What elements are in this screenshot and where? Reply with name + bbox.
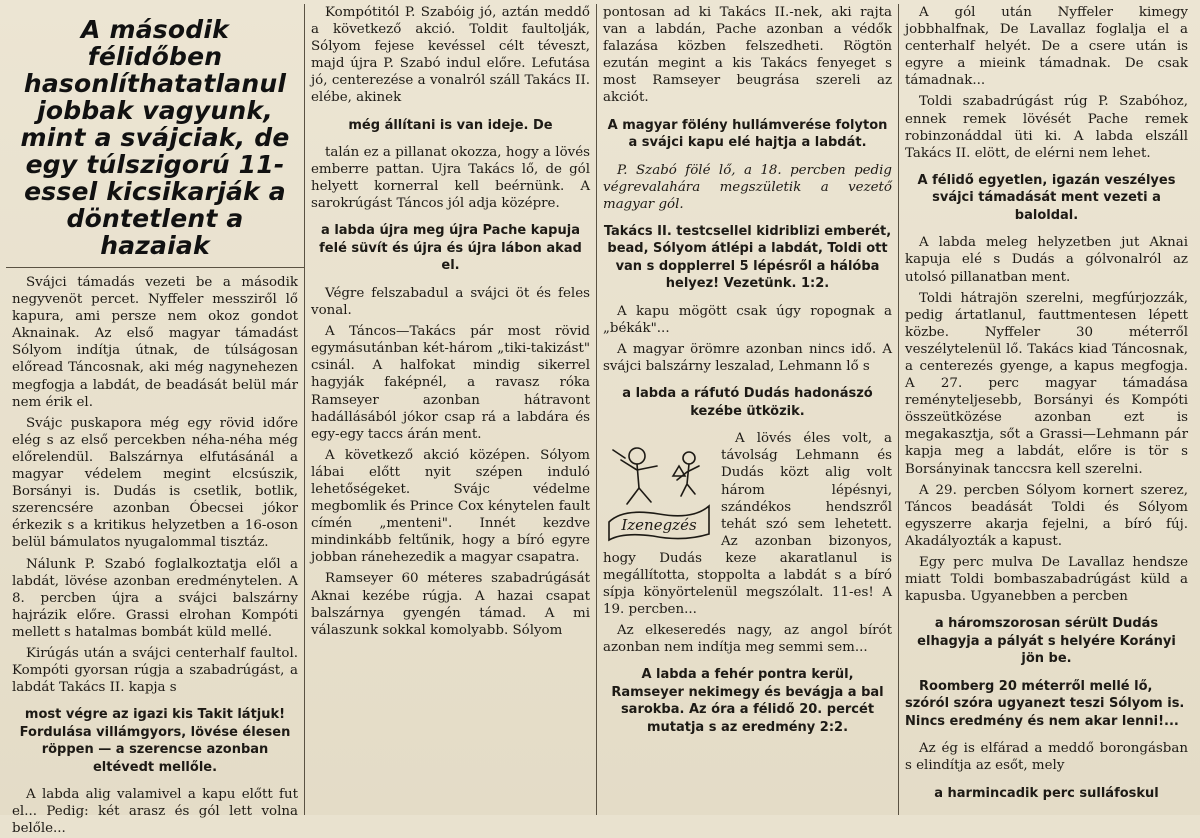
bold-callout: A félidő egyetlen, igazán veszélyes svájci támadását ment vezeti a baloldal. (917, 172, 1176, 223)
article-paragraph: A magyar örömre azonban nincs idő. A svájci balszárny leszalad, Lehmann lő s (603, 342, 892, 375)
italic-paragraph: P. Szabó fölé lő, a 18. percben pedig végrevalahára megszületik a vezető magyar gól. (603, 162, 892, 212)
headline-rule (6, 267, 304, 268)
article-paragraph: Nálunk P. Szabó foglalkoztatja elől a labdát, lövése azonban eredménytelen. A 8. percben újra a svájci balszárny hajrázik előre. Grassi elrohan Kompóti mellett s hatalmas bombát küld mellé. (12, 556, 298, 640)
cartoon-label: Izenegzés (621, 516, 697, 535)
article-paragraph: Svájci támadás vezeti be a második negyvenöt percet. Nyffeler messziről lő kapura, ami persze nem okoz gondot Aknainak. Az első magyar támadást Sólyom indítja útnak, de túlságosan előread Táncosnak, aki még nagynehezen megfogja a labdát, de beadását belül már nem érik el. (12, 275, 298, 410)
article-paragraph: A labda alig valamivel a kapu előtt fut el... Pedig: két arasz és gól lett volna belőle... (12, 787, 298, 837)
article-paragraph: A labda meleg helyzetben jut Aknai kapuja elé s Dudás a gólvonalról az utolsó pillanatban ment. (905, 235, 1188, 285)
article-paragraph: A következő akció középen. Sólyom lábai előtt nyit szépen induló lehetőségeket. Svájc védelme megbomlik és Prince Cox kénytelen fault címén „menteni". Innét kezdve mindinkább feltűnik, hogy a bíró egyre jobban ránehezedik a magyar csapatra. (311, 447, 590, 566)
column-1 (6, 4, 304, 837)
article-paragraph: A kapu mögött csak úgy ropognak a „békák"... (603, 303, 892, 336)
column-1-body (12, 274, 298, 838)
column-2 (304, 4, 596, 815)
article-paragraph: Toldi szabadrúgást rúg P. Szabóhoz, ennek remek lövését Pache remek robinzonáddal üti ki. A labda elszáll Takács II. elött, de elérni nem lehet. (905, 94, 1188, 161)
article-paragraph: Végre felszabadul a svájci öt és feles vonal. (311, 285, 590, 319)
cartoon-illustration (603, 436, 715, 546)
bold-callout: a labda újra meg újra Pache kapuja felé süvít és újra és újra lábon akad el. (319, 223, 582, 274)
bold-callout: most végre az igazi kis Takit látjuk! Fordulása villámgyors, lövése élesen röppen — a szerencse azonban eltévedt mellőle. (19, 707, 291, 775)
article-paragraph: talán ez a pillanat okozza, hogy a lövés emberre pattan. Ujra Takács lő, de gól helyett kornerral kell beérnünk. A sarokrúgást Táncos jól adja középre. (311, 145, 590, 212)
article-paragraph: Az elkeseredés nagy, az angol bírót azonban nem indítja meg semmi sem... (603, 623, 892, 656)
article-paragraph: pontosan ad ki Takács II.-nek, aki rajta van a labdán, Pache azonban a védők falazása közben felszedheti. Rögtön ezután megint a kis Takács fenyeget s most Ramseyer beugrása szereli az akciót. (603, 5, 892, 106)
article-paragraph: A 29. percben Sólyom kornert szerez, Táncos beadását Toldi és Sólyom egyszerre akarja fejelni, a bíró fúj. Akadályozták a kapust. (905, 482, 1188, 549)
article-paragraph: Az ég is elfárad a meddő borongásban s elindítja az esőt, mely (905, 741, 1188, 774)
bold-callout: Takács II. testcsellel kidriblizi emberét, bead, Sólyom átlépi a labdát, Toldi ott van s dopplerrel 5 lépésről a hálóba helyez! Vezetünk. 1:2. (603, 223, 892, 292)
column-4-body (905, 4, 1188, 802)
article-paragraph: Egy perc mulva De Lavallaz hendsze miatt Toldi bombaszabadrúgást küld a kapusba. Ugyanebben a percben (905, 555, 1188, 605)
article-paragraph: Kompótitól P. Szabóig jó, aztán meddő a következő akció. Toldit faultolják, Sólyom fejese kevéssel célt téveszt, majd újra P. Szabó indul előre. Lefutása jó, centerezése a vonalról száll Takács II. elébe, akinek (311, 5, 590, 106)
column-2-body (311, 4, 590, 639)
column-3-body (603, 4, 892, 736)
headline: A második félidőben hasonlíthatatlanul jobbak vagyunk, mint a svájciak, de egy túlszigorú 11-essel kicsikarják a döntetlent a hazaiak (20, 15, 290, 260)
article-paragraph: A lövés éles volt, a távolság Lehmann és Dudás közt alig volt három lépésnyi, szándékos hendszről tehát szó sem lehetett. Az azonban bizonyos, hogy Dudás keze akaratlanul is megállította, stoppolta a labdát s a bíró sípja könyörtelenül megszólalt. 11-es! A 19. percben... (603, 431, 892, 618)
column-3 (596, 4, 898, 815)
article-paragraph: A Táncos—Takács pár most rövid egymásutánban két-három „tiki-takizást" csinál. A halfokat mindig sikerrel hagyják faképnél, a ravasz róka Ramseyer azonban hátravont hadállásából jókor csap rá a labdára és egy-egy taccs árán ment. (311, 324, 590, 442)
article-paragraph: Svájc puskapora még egy rövid időre elég s az első percekben néha-néha még előrelendül. Balszárnya elfutásánál a magyar védelem megint elcsúszik, Borsányi is. Dudás is csetlik, botlik, szerencsére azonban Óbecsei jókor érkezik s a kritikus helyzetben a 16-oson belül bámulatos nyugalommal tisztáz. (12, 415, 298, 551)
bold-callout: A magyar fölény hullámverése folyton a svájci kapu elé hajtja a labdát. (607, 117, 888, 151)
bold-callout: a labda a ráfutó Dudás hadonászó kezébe ütközik. (622, 386, 873, 419)
bold-callout: még állítani is van ideje. De (348, 117, 553, 133)
bold-callout: Roomberg 20 méterről mellé lő, szóról szóra ugyanezt teszi Sólyom is. Nincs eredmény és nem akar lenni!... (905, 678, 1185, 729)
article-paragraph: Ramseyer 60 méteres szabadrúgását Aknai kezébe rúgja. A hazai csapat balszárnya gyengén támad. A mi válaszunk sokkal komolyabb. Sólyom (311, 571, 590, 638)
bold-callout: a harmincadik perc sulláfoskul (934, 785, 1159, 801)
column-4 (898, 4, 1194, 815)
article-paragraph: Kirúgás után a svájci centerhalf faultol. Kompóti gyorsan rúgja a szabadrúgást, a labdát Takács II. kapja s (12, 645, 298, 696)
bold-callout: A labda a fehér pontra kerül, Ramseyer nekimegy és bevágja a bal sarokba. Az óra a félidő 20. percét mutatja s az eredmény 2:2. (611, 667, 884, 735)
article-paragraph: Toldi hátrajön szerelni, megfúrjozzák, pedig ártatlanul, fauttmentesen lépett közbe. Nyffeler 30 méterről veszélytelenül lő. Takács kiad Táncosnak, a centerezés gyenge, a kapus megfogja. A 27. perc magyar támadása reményteljesebb, Borsányi és Kompóti összeütközése azonban ezt is megakasztja, sőt a Grassi—Lehmann pár kapja meg a labdát, előre is tör s Borsányinak tanccsra kell szerelni. (905, 290, 1188, 477)
bold-callout: a háromszorosan sérült Dudás elhagyja a pályát s helyére Korányi jön be. (917, 616, 1176, 667)
article-paragraph: A gól után Nyffeler kimegy jobbhalfnak, De Lavallaz foglalja el a centerhalf helyét. De a csere után is egyre a mieink támadnak. De csak támadnak... (905, 5, 1188, 89)
cartoon-drawing (603, 436, 715, 546)
